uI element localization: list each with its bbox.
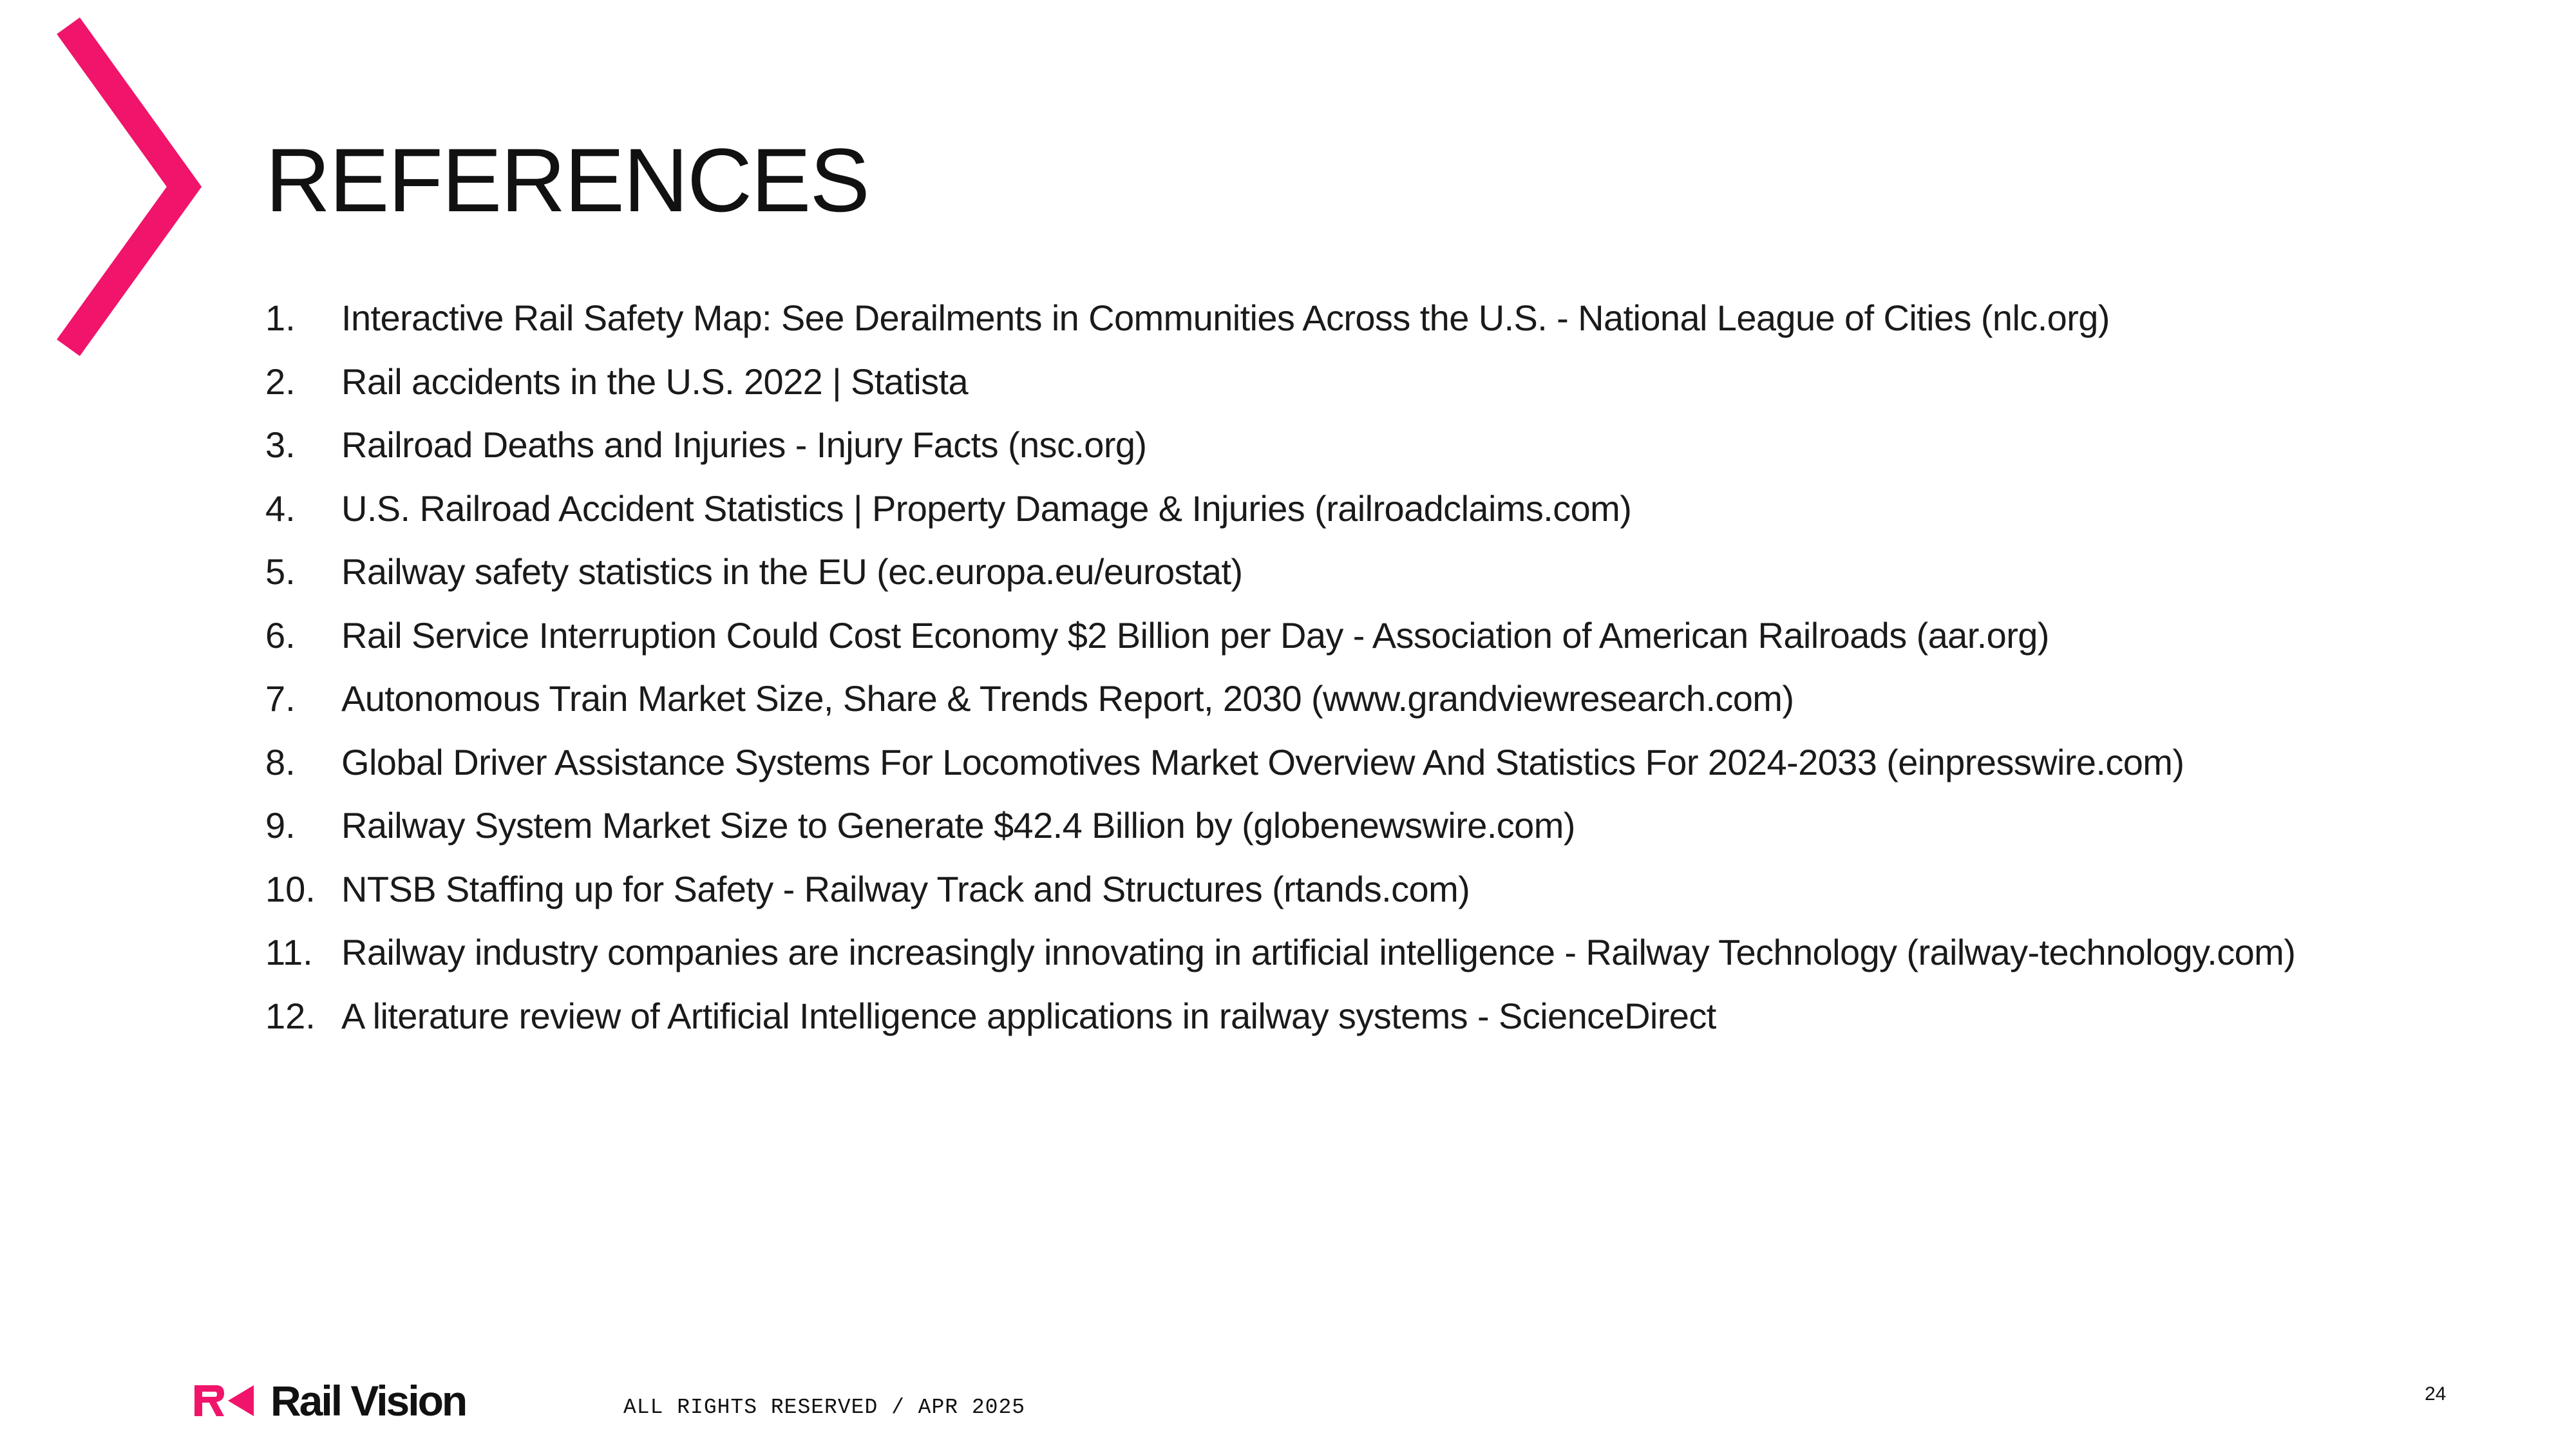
- reference-number: 10.: [265, 868, 316, 909]
- rail-vision-logo: [192, 1378, 466, 1423]
- reference-item: [265, 731, 2487, 795]
- reference-text: Railway industry companies are increasingly innovating in artificial intelligence - Railway Technology (railway-technology.com): [341, 932, 2296, 972]
- reference-list: [265, 287, 2487, 1048]
- reference-text: Railroad Deaths and Injuries - Injury Facts (nsc.org): [341, 424, 1147, 465]
- reference-text: Railway safety statistics in the EU (ec.europa.eu/eurostat): [341, 551, 1243, 592]
- page-title: REFERENCES: [265, 129, 869, 231]
- reference-text: Railway System Market Size to Generate $42.4 Billion by (globenewswire.com): [341, 805, 1575, 846]
- reference-text: Rail Service Interruption Could Cost Economy $2 Billion per Day - Association of American Railroads (aar.org): [341, 614, 2049, 656]
- reference-text: Rail accidents in the U.S. 2022 | Statista: [341, 361, 968, 402]
- reference-number: 7.: [265, 678, 296, 719]
- reference-text: A literature review of Artificial Intelligence applications in railway systems - ScienceDirect: [341, 995, 1716, 1036]
- reference-number: 3.: [265, 424, 296, 465]
- reference-number: 1.: [265, 298, 296, 338]
- reference-text: NTSB Staffing up for Safety - Railway Track and Structures (rtands.com): [341, 868, 1470, 909]
- chevron-right-icon: [0, 0, 219, 386]
- reference-number: 4.: [265, 488, 296, 529]
- reference-number: 8.: [265, 741, 296, 782]
- reference-item: [265, 667, 2487, 731]
- reference-item: [265, 921, 2487, 985]
- reference-text: U.S. Railroad Accident Statistics | Property Damage & Injuries (railroadclaims.com): [341, 488, 1632, 529]
- reference-item: [265, 477, 2487, 541]
- rail-vision-logo-icon: [192, 1383, 256, 1419]
- reference-item: [265, 287, 2487, 350]
- reference-number: 2.: [265, 361, 296, 402]
- reference-number: 5.: [265, 551, 296, 592]
- reference-item: [265, 985, 2487, 1048]
- reference-text: Autonomous Train Market Size, Share & Trends Report, 2030 (www.grandviewresearch.com): [341, 678, 1794, 719]
- reference-item: [265, 350, 2487, 414]
- logo-text: Rail Vision: [270, 1377, 466, 1425]
- reference-item: [265, 858, 2487, 922]
- reference-number: 12.: [265, 995, 316, 1036]
- reference-text: Global Driver Assistance Systems For Locomotives Market Overview And Statistics For 2024-2033 (einpresswire.com): [341, 741, 2184, 782]
- reference-text: Interactive Rail Safety Map: See Derailments in Communities Across the U.S. - National League of Cities (nlc.org): [341, 298, 2110, 338]
- reference-number: 11.: [265, 932, 313, 972]
- reference-item: [265, 540, 2487, 604]
- reference-item: [265, 794, 2487, 858]
- reference-item: [265, 604, 2487, 668]
- page-number: 24: [2425, 1383, 2447, 1405]
- reference-number: 6.: [265, 614, 296, 656]
- reference-number: 9.: [265, 805, 296, 846]
- reference-item: [265, 413, 2487, 477]
- copyright-text: ALL RIGHTS RESERVED / APR 2025: [623, 1396, 1026, 1419]
